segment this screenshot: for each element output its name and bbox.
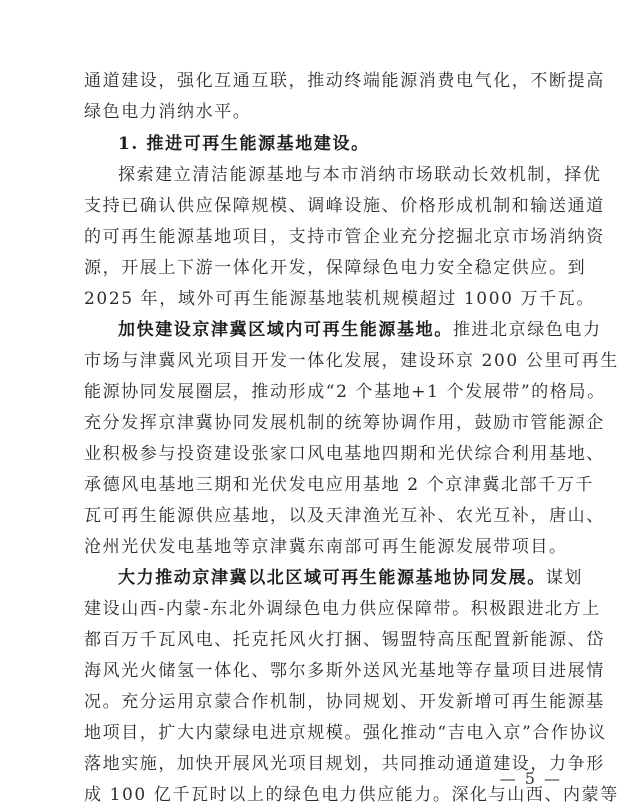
text-line: 地项目，扩大内蒙绿电进京规模。强化推动“吉电入京”合作协议 xyxy=(84,723,607,743)
page-number: — 5 — xyxy=(499,769,562,788)
text-line: 支持已确认供应保障规模、调峰设施、价格形成机制和输送通道 xyxy=(84,196,605,216)
text-line: 能源协同发展圈层，推动形成“2 个基地+1 个发展带”的格局。 xyxy=(84,382,606,402)
text-line: 绿色电力消纳水平。 xyxy=(84,102,252,122)
text-line: 落地实施，加快开展风光项目规划，共同推动通道建设，力争形 xyxy=(84,754,605,774)
text-line: 的可再生能源基地项目，支持市管企业充分挖掘北京市场消纳资 xyxy=(84,227,605,247)
text-line: 通道建设，强化互通互联，推动终端能源消费电气化，不断提高 xyxy=(84,71,605,91)
text-line: 源，开展上下游一体化开发，保障绿色电力安全稳定供应。到 xyxy=(84,258,587,278)
text-line: 探索建立清洁能源基地与本市消纳市场联动长效机制，择优 xyxy=(118,165,602,185)
text-line: 海风光火储氢一体化、鄂尔多斯外送风光基地等存量项目进展情 xyxy=(84,661,605,681)
text-run: 推进北京绿色电力 xyxy=(452,320,602,340)
text-line: 瓦可再生能源供应基地，以及天津渔光互补、农光互补，唐山、 xyxy=(84,506,605,526)
text-line: 业积极参与投资建设张家口风电基地四期和光伏综合利用基地、 xyxy=(84,444,605,464)
text-run: 谋划 xyxy=(545,568,584,588)
text-line: 市场与津冀风光项目开发一体化发展，建设环京 200 公里可再生 xyxy=(84,351,619,371)
text-line xyxy=(118,319,602,341)
text-line: 都百万千瓦风电、托克托风火打捆、锡盟特高压配置新能源、岱 xyxy=(84,630,605,650)
text-line: 充分发挥京津冀协同发展机制的统筹协调作用，鼓励市管能源企 xyxy=(84,413,605,433)
bold-lead: 加快建设京津冀区域内可再生能源基地。 xyxy=(118,320,453,340)
section-heading: 1. 推进可再生能源基地建设。 xyxy=(118,134,370,154)
text-line: 沧州光伏发电基地等京津冀东南部可再生能源发展带项目。 xyxy=(84,537,568,557)
bold-lead: 大力推动京津冀以北区域可再生能源基地协同发展。 xyxy=(118,568,546,588)
text-line: 建设山西-内蒙-东北外调绿色电力供应保障带。积极跟进北方上 xyxy=(84,599,601,619)
text-line: 2025 年，域外可再生能源基地装机规模超过 1000 万千瓦。 xyxy=(84,289,595,309)
text-line xyxy=(118,567,584,589)
text-line: 况。充分运用京蒙合作机制，协同规划、开发新增可再生能源基 xyxy=(84,692,605,712)
text-line: 成 100 亿千瓦时以上的绿色电力供应能力。深化与山西、内蒙等 xyxy=(84,785,619,805)
text-line: 承德风电基地三期和光伏发电应用基地 2 个京津冀北部千万千 xyxy=(84,475,595,495)
